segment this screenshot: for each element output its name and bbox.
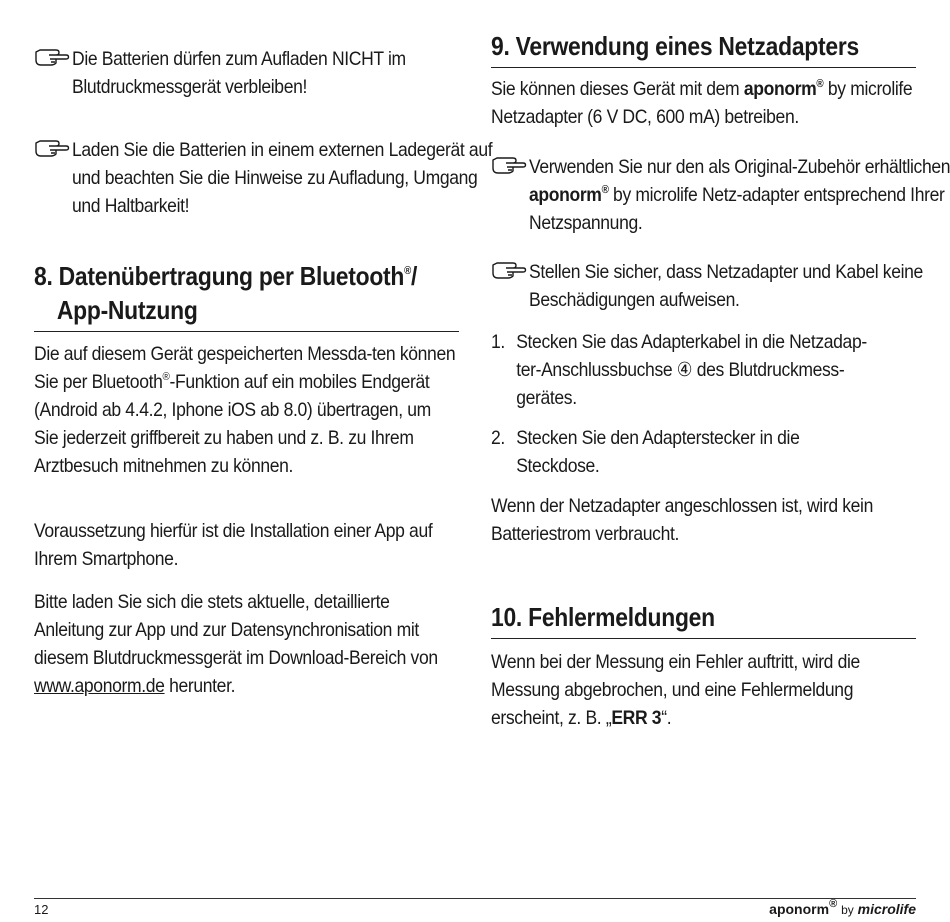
- paragraph-text: Verwenden Sie nur den als Original-Zubehör erhältlichen: [529, 156, 950, 178]
- step-number: 2.: [491, 427, 505, 449]
- registered-mark: ®: [162, 370, 170, 383]
- section-8-paragraph-1: [34, 340, 459, 480]
- paragraph-text: by microlife Netzadapter (6 V DC, 600 mA) betreiben.: [491, 78, 913, 128]
- paragraph-text: “.: [661, 707, 672, 729]
- maker-logo: microlife: [857, 901, 916, 917]
- section-8-heading: [34, 259, 459, 332]
- section-9-outro: Wenn der Netzadapter angeschlossen ist, wird kein Batteriestrom verbraucht.: [491, 495, 874, 545]
- section-title: 9. Verwendung eines Netzadapters: [491, 31, 859, 61]
- brand-name: aponorm: [743, 78, 817, 100]
- section-9-heading: [491, 29, 916, 68]
- paragraph-text: -Funktion auf ein mobiles Endgerät (Android ab 4.4.2, Iphone iOS ab 8.0) übertragen, um Sie jederzeit griffbereit zu haben und z. B. zu Ihrem Arztbesuch mitnehmen zu können.: [34, 371, 431, 477]
- paragraph-text: by microlife Netz-adapter entsprechend Ihrer Netzspannung.: [529, 184, 945, 234]
- title-slash: /: [410, 261, 418, 291]
- brand-name: aponorm: [769, 901, 830, 917]
- registered-mark: ®: [601, 183, 609, 196]
- brand-name: aponorm: [529, 184, 602, 206]
- section-title: 10. Fehlermeldungen: [491, 602, 715, 632]
- paragraph-text: Die auf diesem Gerät gespeicherten Messda-ten können Sie per Bluetooth: [34, 343, 456, 393]
- section-title-line1: Datenübertragung per Bluetooth: [58, 261, 405, 291]
- pointing-hand-icon: [34, 139, 70, 157]
- section-10-paragraph: [491, 648, 916, 732]
- section-title-line2: App-Nutzung: [56, 295, 198, 325]
- hint-batteries-remove: [34, 45, 459, 101]
- pointing-hand-icon: [491, 261, 527, 279]
- hint-text: Die Batterien dürfen zum Aufladen NICHT im Blutdruckmessgerät verbleiben!: [72, 48, 406, 98]
- paragraph-text: Sie können dieses Gerät mit dem: [491, 78, 740, 100]
- paragraph-text: Stecken Sie das Adapterkabel in die Netzadap-ter-Anschlussbuchse: [516, 331, 867, 381]
- circled-four-icon: ④: [676, 359, 693, 381]
- section-8-paragraph-2: Voraussetzung hierfür ist die Installation einer App auf Ihrem Smartphone.: [34, 520, 433, 570]
- paragraph-text: Bitte laden Sie sich die stets aktuelle, detaillierte Anleitung zur App und zur Datensynchronisation mit diesem Blutdruckmessgerät im Download-Bereich von: [34, 591, 438, 669]
- paragraph-text: herunter.: [169, 675, 236, 697]
- paragraph-text: des Blutdruckmess-gerätes.: [516, 359, 845, 409]
- pointing-hand-icon: [34, 48, 70, 66]
- hint-check-cable: [491, 258, 923, 314]
- brand-by: by: [841, 903, 854, 917]
- paragraph-text: Wenn bei der Messung ein Fehler auftritt, wird die Messung abgebrochen, und eine Fehlermeldung erscheint, z. B. „: [491, 651, 860, 729]
- hint-original-adapter: [491, 153, 950, 237]
- section-number: 8.: [34, 261, 53, 291]
- hint-text: [529, 153, 950, 237]
- section-9-intro: [491, 75, 916, 131]
- step-1: [491, 328, 874, 412]
- footer-brand: [769, 898, 916, 917]
- step-text: [516, 328, 873, 412]
- hint-text: Stellen Sie sicher, dass Netzadapter und Kabel keine Beschädigungen aufweisen.: [529, 261, 923, 311]
- step-2: [491, 424, 874, 480]
- error-code: ERR 3: [611, 707, 662, 729]
- step-number: 1.: [491, 331, 505, 353]
- footer-divider: [34, 898, 916, 899]
- hint-text: Laden Sie die Batterien in einem externen Ladegerät auf und beachten Sie die Hinweise zu Aufladung, Umgang und Haltbarkeit!: [72, 139, 493, 217]
- download-link[interactable]: www.aponorm.de: [34, 675, 165, 697]
- step-text: Stecken Sie den Adapterstecker in die Steckdose.: [516, 427, 800, 477]
- registered-mark: ®: [404, 265, 411, 278]
- page-number: 12: [34, 902, 49, 917]
- pointing-hand-icon: [491, 156, 527, 174]
- registered-mark: ®: [816, 77, 824, 90]
- registered-mark: ®: [829, 898, 838, 911]
- section-8-paragraph-3: [34, 588, 459, 700]
- section-10-heading: [491, 600, 916, 639]
- hint-external-charger: [34, 136, 493, 220]
